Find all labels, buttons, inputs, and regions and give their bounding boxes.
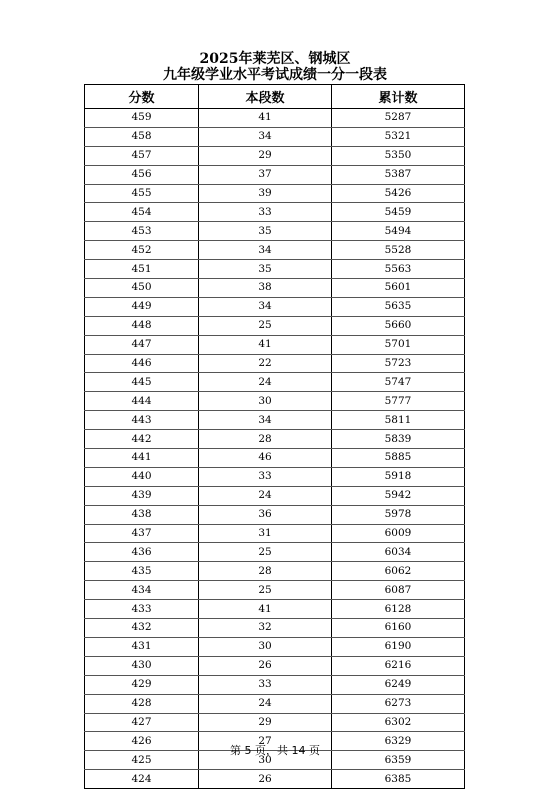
cell-count: 24 [199,373,332,392]
cell-cumulative: 6087 [332,581,465,600]
cell-score: 437 [85,524,199,543]
cell-count: 38 [199,279,332,298]
cell-count: 37 [199,165,332,184]
cell-cumulative: 5350 [332,146,465,165]
table-header-row [85,85,465,109]
cell-count: 30 [199,392,332,411]
cell-cumulative: 5528 [332,241,465,260]
table-row [85,581,465,600]
cell-count: 25 [199,316,332,335]
cell-cumulative: 5387 [332,165,465,184]
column-header-score: 分数 [85,85,199,109]
cell-count: 33 [199,675,332,694]
cell-cumulative: 5660 [332,316,465,335]
cell-count: 31 [199,524,332,543]
table-row [85,467,465,486]
table-row [85,486,465,505]
cell-cumulative: 5918 [332,467,465,486]
cell-score: 455 [85,184,199,203]
cell-score: 453 [85,222,199,241]
cell-cumulative: 5601 [332,279,465,298]
cell-score: 433 [85,600,199,619]
cell-score: 431 [85,637,199,656]
cell-score: 449 [85,297,199,316]
table-row [85,524,465,543]
table-row [85,675,465,694]
column-header-count: 本段数 [199,85,332,109]
cell-count: 41 [199,335,332,354]
cell-cumulative: 6273 [332,694,465,713]
cell-score: 429 [85,675,199,694]
document-title-line1: 2025年莱芜区、钢城区 [199,51,351,67]
document-title-line2: 九年级学业水平考试成绩一分一段表 [163,67,387,83]
cell-count: 30 [199,751,332,770]
cell-score: 434 [85,581,199,600]
table-row [85,335,465,354]
cell-score: 430 [85,656,199,675]
cell-score: 454 [85,203,199,222]
cell-cumulative: 6249 [332,675,465,694]
cell-count: 22 [199,354,332,373]
score-distribution-table [84,84,465,789]
cell-count: 24 [199,694,332,713]
cell-count: 34 [199,241,332,260]
cell-count: 29 [199,146,332,165]
cell-count: 28 [199,562,332,581]
cell-count: 28 [199,430,332,449]
cell-cumulative: 5885 [332,449,465,468]
table-row [85,165,465,184]
cell-cumulative: 5494 [332,222,465,241]
cell-count: 34 [199,297,332,316]
cell-score: 459 [85,109,199,128]
table-row [85,562,465,581]
cell-cumulative: 5777 [332,392,465,411]
cell-cumulative: 5459 [332,203,465,222]
cell-score: 439 [85,486,199,505]
column-header-cumulative: 累计数 [332,85,465,109]
table-row [85,127,465,146]
cell-count: 24 [199,486,332,505]
cell-score: 427 [85,713,199,732]
table-row [85,316,465,335]
cell-score: 447 [85,335,199,354]
cell-cumulative: 6359 [332,751,465,770]
cell-score: 435 [85,562,199,581]
cell-count: 41 [199,109,332,128]
cell-score: 443 [85,411,199,430]
cell-count: 35 [199,260,332,279]
table-row [85,373,465,392]
cell-score: 457 [85,146,199,165]
cell-count: 35 [199,222,332,241]
cell-count: 33 [199,203,332,222]
cell-score: 428 [85,694,199,713]
cell-cumulative: 5942 [332,486,465,505]
cell-score: 446 [85,354,199,373]
cell-score: 432 [85,619,199,638]
cell-cumulative: 5811 [332,411,465,430]
cell-count: 41 [199,600,332,619]
cell-score: 425 [85,751,199,770]
cell-cumulative: 6329 [332,732,465,751]
table-row [85,770,465,789]
cell-score: 452 [85,241,199,260]
table-row [85,713,465,732]
cell-score: 442 [85,430,199,449]
cell-score: 441 [85,449,199,468]
table-row [85,203,465,222]
cell-count: 25 [199,581,332,600]
cell-cumulative: 5635 [332,297,465,316]
cell-score: 438 [85,505,199,524]
cell-score: 456 [85,165,199,184]
table-row [85,449,465,468]
cell-count: 26 [199,770,332,789]
cell-cumulative: 6216 [332,656,465,675]
cell-count: 36 [199,505,332,524]
table-row [85,411,465,430]
table-row [85,297,465,316]
table-body [85,109,465,789]
cell-score: 450 [85,279,199,298]
cell-cumulative: 5563 [332,260,465,279]
cell-count: 27 [199,732,332,751]
cell-cumulative: 5287 [332,109,465,128]
cell-count: 25 [199,543,332,562]
cell-count: 30 [199,637,332,656]
cell-cumulative: 6385 [332,770,465,789]
cell-cumulative: 6190 [332,637,465,656]
cell-score: 426 [85,732,199,751]
cell-cumulative: 5426 [332,184,465,203]
table-row [85,260,465,279]
cell-score: 436 [85,543,199,562]
cell-cumulative: 5747 [332,373,465,392]
cell-count: 26 [199,656,332,675]
table-row [85,505,465,524]
cell-cumulative: 6009 [332,524,465,543]
table-row [85,146,465,165]
cell-score: 444 [85,392,199,411]
cell-score: 451 [85,260,199,279]
table-row [85,279,465,298]
cell-score: 424 [85,770,199,789]
table-row [85,222,465,241]
cell-cumulative: 5839 [332,430,465,449]
table-row [85,184,465,203]
cell-cumulative: 6062 [332,562,465,581]
cell-score: 440 [85,467,199,486]
table-row [85,656,465,675]
cell-cumulative: 6160 [332,619,465,638]
table-row [85,392,465,411]
cell-cumulative: 5701 [332,335,465,354]
cell-cumulative: 6302 [332,713,465,732]
cell-count: 39 [199,184,332,203]
table-row [85,637,465,656]
table-row [85,600,465,619]
cell-cumulative: 6128 [332,600,465,619]
cell-cumulative: 6034 [332,543,465,562]
cell-count: 46 [199,449,332,468]
table-row [85,694,465,713]
cell-count: 33 [199,467,332,486]
cell-count: 32 [199,619,332,638]
table-row [85,543,465,562]
table-row [85,241,465,260]
page-footer: 第 5 页，共 14 页 [230,744,320,757]
cell-cumulative: 5723 [332,354,465,373]
cell-cumulative: 5978 [332,505,465,524]
cell-count: 34 [199,411,332,430]
cell-cumulative: 5321 [332,127,465,146]
table-row [85,354,465,373]
cell-count: 29 [199,713,332,732]
cell-score: 458 [85,127,199,146]
table-row [85,619,465,638]
cell-score: 448 [85,316,199,335]
cell-count: 34 [199,127,332,146]
cell-score: 445 [85,373,199,392]
table-row [85,109,465,128]
table-row [85,430,465,449]
